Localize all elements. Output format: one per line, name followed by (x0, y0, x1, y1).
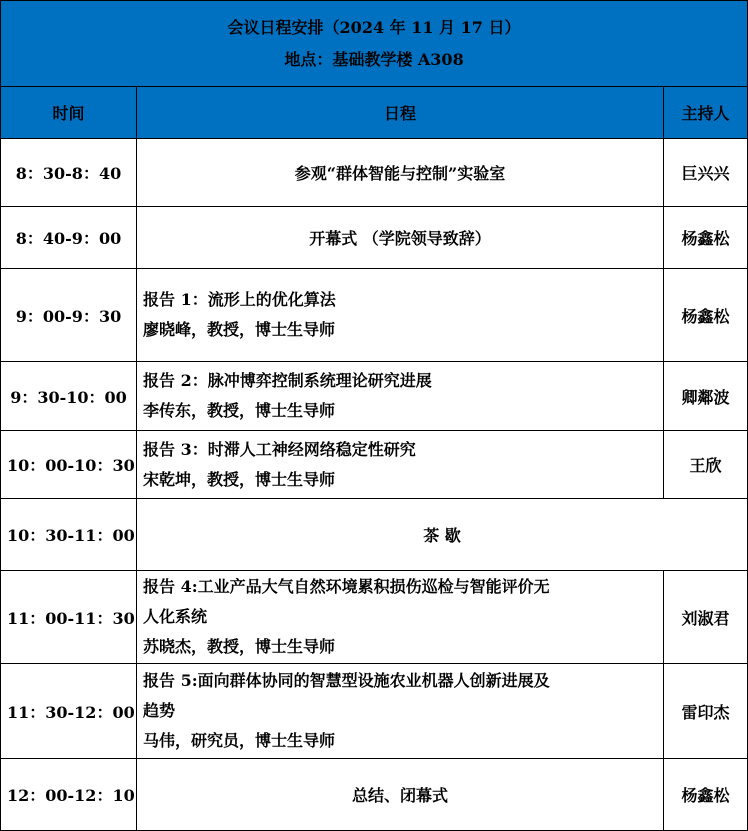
speaker-info: 李传东，教授，博士生导师 (143, 401, 336, 420)
host-cell: 卿鄰波 (664, 362, 748, 431)
break-cell: 茶 歇 (137, 499, 748, 571)
agenda-cell (137, 571, 664, 664)
speaker-info: 马伟，研究员，博士生导师 (143, 731, 336, 750)
agenda-cell: 参观“群体智能与控制”实验室 (137, 139, 664, 207)
report-title: 报告 1：流形上的优化算法 (143, 290, 336, 309)
table-row (1, 362, 748, 431)
table-row (1, 499, 748, 571)
host-cell: 巨兴兴 (664, 139, 748, 207)
agenda-cell (137, 664, 664, 759)
report-title-cont: 趋势 (143, 701, 176, 720)
agenda-cell: 总结、闭幕式 (137, 759, 664, 831)
title-row (1, 1, 748, 87)
host-cell: 杨鑫松 (664, 207, 748, 269)
title-cell (1, 1, 748, 87)
host-cell: 杨鑫松 (664, 269, 748, 362)
column-header-row (1, 87, 748, 139)
host-cell: 刘淑君 (664, 571, 748, 664)
time-cell: 11：00-11：30 (1, 571, 137, 664)
column-header-agenda: 日程 (137, 87, 664, 139)
column-header-host: 主持人 (664, 87, 748, 139)
host-cell: 王欣 (664, 431, 748, 499)
table-row (1, 571, 748, 664)
table-row (1, 139, 748, 207)
time-cell: 9：30-10：00 (1, 362, 137, 431)
column-header-time: 时间 (1, 87, 137, 139)
agenda-cell (137, 269, 664, 362)
speaker-info: 宋乾坤，教授，博士生导师 (143, 469, 336, 489)
table-row (1, 207, 748, 269)
time-cell: 11：30-12：00 (1, 664, 137, 759)
table-row (1, 431, 748, 499)
time-cell: 12：00-12：10 (1, 759, 137, 831)
agenda-cell (137, 362, 664, 431)
table-row (1, 664, 748, 759)
report-title: 报告 2：脉冲博弈控制系统理论研究进展 (143, 371, 432, 390)
agenda-cell: 开幕式 （学院领导致辞） (137, 207, 664, 269)
schedule-title: 会议日程安排（2024 年 11 月 17 日） (227, 17, 521, 37)
table-row (1, 269, 748, 362)
schedule-location: 地点：基础教学楼 A308 (284, 49, 464, 69)
speaker-info: 苏晓杰，教授，博士生导师 (143, 637, 336, 656)
time-cell: 8：30-8：40 (1, 139, 137, 207)
host-cell: 雷印杰 (664, 664, 748, 759)
report-title: 报告 4:工业产品大气自然环境累积损伤巡检与智能评价无 (143, 577, 550, 596)
time-cell: 10：30-11：00 (1, 499, 137, 571)
time-cell: 9：00-9：30 (1, 269, 137, 362)
host-cell: 杨鑫松 (664, 759, 748, 831)
table-row (1, 759, 748, 831)
report-title-cont: 人化系统 (143, 607, 208, 626)
time-cell: 10：00-10：30 (1, 431, 137, 499)
report-title: 报告 3：时滞人工神经网络稳定性研究 (143, 439, 416, 459)
speaker-info: 廖晓峰，教授，博士生导师 (143, 320, 336, 339)
agenda-cell (137, 431, 664, 499)
report-title: 报告 5:面向群体协同的智慧型设施农业机器人创新进展及 (143, 671, 550, 690)
time-cell: 8：40-9：00 (1, 207, 137, 269)
